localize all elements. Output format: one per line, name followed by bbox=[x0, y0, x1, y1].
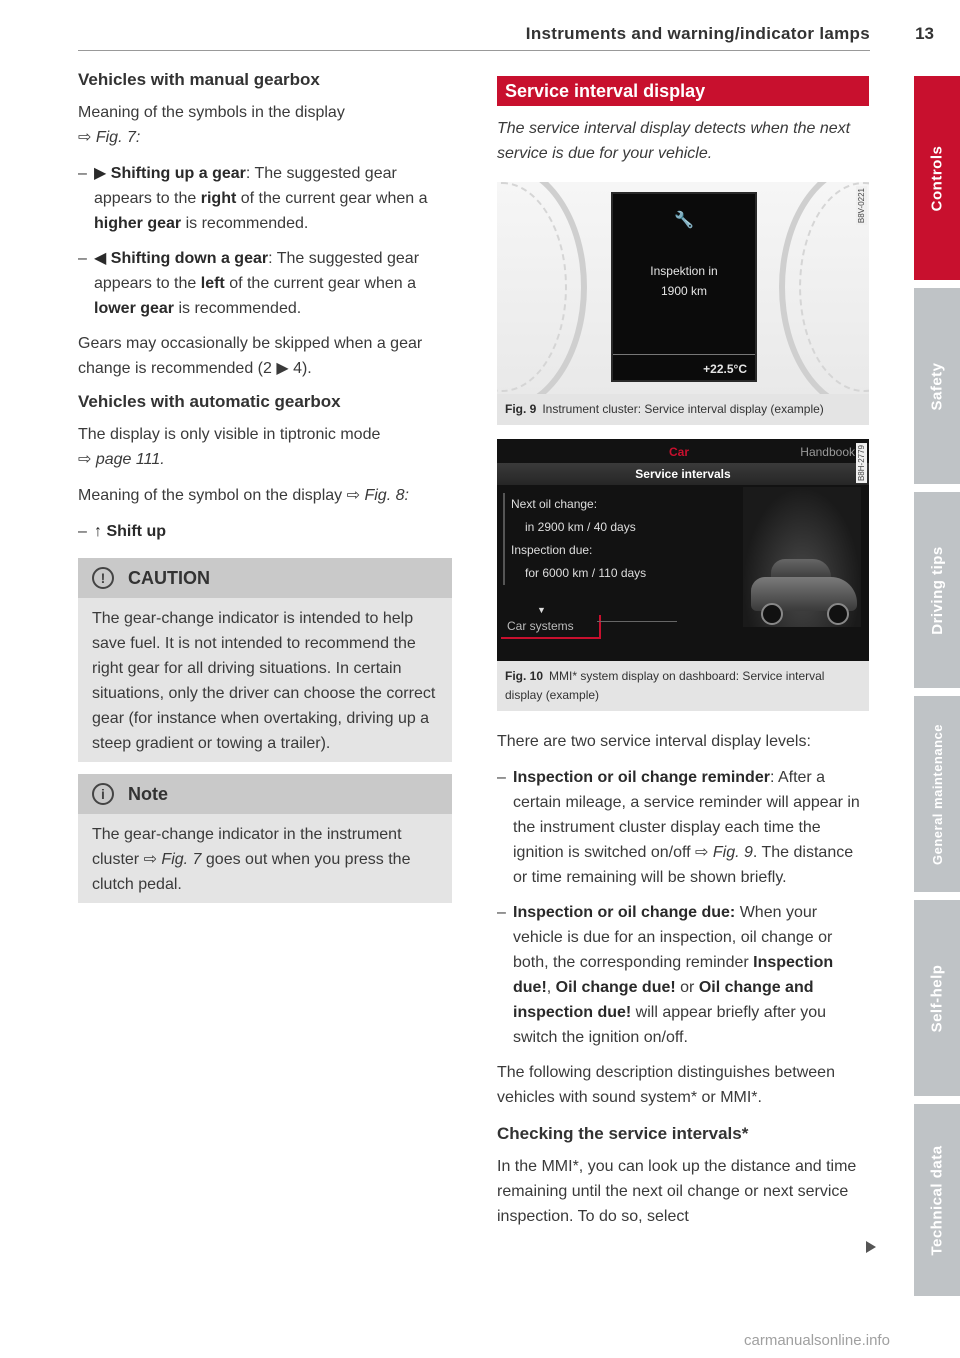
mmi-top-bar bbox=[497, 443, 869, 461]
due-label: Inspection or oil change due: bbox=[513, 904, 736, 921]
manual-gearbox-heading: Vehicles with manual gearbox bbox=[78, 70, 320, 89]
tab-self-help[interactable] bbox=[914, 900, 960, 1096]
due-text-1: When your vehicle is due for an inspection, oil change or both, the corresponding reminder bbox=[513, 904, 833, 971]
footer-watermark: carmanualsonline.info bbox=[744, 1332, 890, 1349]
tab-general-maintenance[interactable] bbox=[914, 696, 960, 892]
gear-skip-text: Gears may occasionally be skipped when a gear change is recommended (2 ▶ 4). bbox=[78, 335, 423, 377]
mmi-systems-line bbox=[597, 621, 677, 622]
note-text-2: goes out when you press the clutch pedal. bbox=[92, 851, 411, 893]
tab-technical-data[interactable] bbox=[914, 1104, 960, 1296]
shift-down-arrow-icon: ◀ bbox=[94, 250, 107, 267]
shift-down-text-1: : The suggested gear appears to the bbox=[94, 250, 420, 292]
tab-label: Driving tips bbox=[928, 545, 946, 635]
reminder-text-1: : After a certain mileage, a service reminder will appear in the instrument cluster display each time the ignition is switched on/off bbox=[513, 769, 860, 861]
caution-text: The gear-change indicator is intended to help save fuel. It is not intended to recommend the right gear for all driving situations. In certain situations, only the driver can choose the correct gear (for instance when overtaking, driving up a steep gradient or towing a trailer). bbox=[92, 610, 436, 752]
fig10-label: Fig. 10 bbox=[505, 669, 544, 683]
fig10-caption bbox=[497, 661, 869, 711]
note-text-1: The gear-change indicator in the instrument cluster bbox=[92, 826, 402, 868]
cluster-temperature: +22.5°C bbox=[703, 362, 747, 376]
distinguish-text: The following description distinguishes between vehicles with sound system* or MMI*. bbox=[497, 1064, 835, 1106]
header-title: Instruments and warning/indicator lamps bbox=[525, 24, 870, 43]
fig9-link[interactable]: ⇨ Fig. 9 bbox=[695, 844, 753, 861]
due-both: Oil change and inspection due! bbox=[513, 979, 814, 1021]
due-text-4: will appear briefly after you switch the ignition on/off. bbox=[513, 1004, 826, 1046]
shift-up-bold-higher: higher gear bbox=[94, 215, 182, 232]
mmi-title-bar: Service intervals bbox=[497, 463, 869, 485]
tab-controls[interactable] bbox=[914, 76, 960, 280]
shift-up-bold-right: right bbox=[200, 190, 237, 207]
caution-box bbox=[78, 558, 452, 762]
mmi-row: for 6000 km / 110 days bbox=[525, 566, 647, 580]
mmi-display-image bbox=[497, 439, 869, 661]
fig7-link[interactable]: ⇨ Fig. 7: bbox=[78, 129, 141, 146]
due-item bbox=[497, 900, 869, 1050]
note-title: Note bbox=[128, 783, 168, 804]
mmi-row: in 2900 km / 40 days bbox=[525, 520, 636, 534]
note-fig7-link[interactable]: ⇨ Fig. 7 bbox=[143, 851, 202, 868]
cluster-line-1: Inspektion in bbox=[650, 264, 718, 278]
tab-label: Technical data bbox=[928, 1144, 946, 1256]
shift-down-label: Shifting down a gear bbox=[110, 250, 269, 267]
car-wheel bbox=[761, 603, 783, 625]
levels-text: There are two service interval display levels: bbox=[497, 733, 811, 750]
note-text bbox=[78, 814, 452, 903]
fig9-label: Fig. 9 bbox=[505, 402, 537, 416]
shift-up-arrow-icon: ▶ bbox=[94, 165, 107, 182]
fig9-caption bbox=[497, 394, 869, 425]
figure-10 bbox=[497, 439, 869, 711]
caution-title: CAUTION bbox=[128, 567, 210, 588]
shift-up-auto-item bbox=[78, 519, 452, 544]
left-column bbox=[78, 70, 452, 915]
tab-safety[interactable] bbox=[914, 288, 960, 484]
cluster-line-2: 1900 km bbox=[660, 284, 708, 298]
tiptronic-text bbox=[78, 422, 452, 472]
page-number: 13 bbox=[915, 24, 934, 43]
fig10-code: B8H-2779 bbox=[857, 445, 866, 482]
info-icon: i bbox=[92, 783, 114, 805]
mmi-row: Inspection due: bbox=[511, 543, 593, 557]
page-111-link[interactable]: ⇨ page 111. bbox=[78, 451, 165, 468]
tab-label: Controls bbox=[928, 145, 946, 211]
header-rule bbox=[78, 50, 870, 51]
shift-down-item bbox=[78, 246, 452, 321]
mmi-car-systems: Car systems bbox=[501, 615, 601, 639]
fig9-caption-text: Instrument cluster: Service interval display (example) bbox=[542, 402, 824, 416]
wrench-icon: 🔧 bbox=[674, 212, 694, 229]
tab-label: Self-help bbox=[928, 964, 946, 1032]
automatic-gearbox-heading: Vehicles with automatic gearbox bbox=[78, 392, 341, 411]
symbol-meaning-text bbox=[78, 483, 452, 508]
shift-down-text-3: is recommended. bbox=[174, 300, 302, 317]
shift-up-text-2: of the current gear when a bbox=[236, 190, 428, 207]
tiptronic-text-main: The display is only visible in tiptronic mode bbox=[78, 426, 381, 443]
manual-intro-text: Meaning of the symbols in the display bbox=[78, 104, 345, 121]
page-header bbox=[78, 22, 940, 52]
due-oil: Oil change due! bbox=[555, 979, 676, 996]
figure-9 bbox=[497, 182, 869, 425]
checking-text: In the MMI*, you can look up the distance and time remaining until the next oil change or next service inspection. To do so, select bbox=[497, 1158, 857, 1225]
shift-up-item bbox=[78, 161, 452, 236]
shift-up-text-3: is recommended. bbox=[181, 215, 309, 232]
mmi-handbook-tab: Handbook bbox=[800, 445, 855, 459]
shift-down-bold-left: left bbox=[200, 275, 225, 292]
cluster-display bbox=[611, 192, 757, 382]
right-column bbox=[497, 76, 869, 1240]
mmi-list bbox=[503, 493, 751, 585]
reminder-item bbox=[497, 765, 869, 890]
instrument-cluster-image bbox=[497, 182, 869, 394]
fig9-code: B8V-0221 bbox=[857, 188, 866, 224]
continue-arrow-icon bbox=[866, 1241, 876, 1253]
caution-icon: ! bbox=[92, 567, 114, 589]
reminder-text-2: . The distance or time remaining will be shown briefly. bbox=[513, 844, 854, 886]
section-title: Service interval display bbox=[497, 76, 869, 106]
manual-intro bbox=[78, 100, 452, 150]
due-inspection: Inspection due! bbox=[513, 954, 834, 996]
car-wheel bbox=[827, 603, 849, 625]
shift-down-bold-lower: lower gear bbox=[94, 300, 175, 317]
note-header bbox=[78, 774, 452, 814]
fig8-link[interactable]: ⇨ Fig. 8: bbox=[346, 487, 409, 504]
note-box bbox=[78, 774, 452, 903]
shift-up-text-1: : The suggested gear appears to the bbox=[94, 165, 397, 207]
tab-label: General maintenance bbox=[929, 723, 945, 865]
checking-heading: Checking the service intervals* bbox=[497, 1124, 749, 1143]
due-text-3: or bbox=[675, 979, 699, 996]
due-text-2: , bbox=[546, 979, 556, 996]
service-intro: The service interval display detects when the next service is due for your vehicle. bbox=[497, 120, 851, 162]
tab-driving-tips[interactable] bbox=[914, 492, 960, 688]
car-image bbox=[743, 487, 861, 627]
left-gauge bbox=[497, 182, 587, 394]
symbol-meaning-main: Meaning of the symbol on the display bbox=[78, 487, 347, 504]
fig10-caption-text: MMI* system display on dashboard: Service interval display (example) bbox=[505, 669, 825, 702]
caution-header bbox=[78, 558, 452, 598]
reminder-label: Inspection or oil change reminder bbox=[513, 769, 770, 786]
mmi-row: Next oil change: bbox=[511, 497, 598, 511]
shift-up-auto-label: Shift up bbox=[106, 523, 166, 540]
tab-label: Safety bbox=[928, 361, 946, 411]
mmi-car-tab: Car bbox=[669, 445, 690, 459]
mmi-down-arrow-icon: ▼ bbox=[537, 605, 546, 615]
cluster-divider bbox=[613, 354, 755, 355]
shift-down-text-2: of the current gear when a bbox=[224, 275, 416, 292]
shift-up-label: Shifting up a gear bbox=[110, 165, 246, 182]
up-arrow-icon: ↑ bbox=[94, 523, 102, 540]
